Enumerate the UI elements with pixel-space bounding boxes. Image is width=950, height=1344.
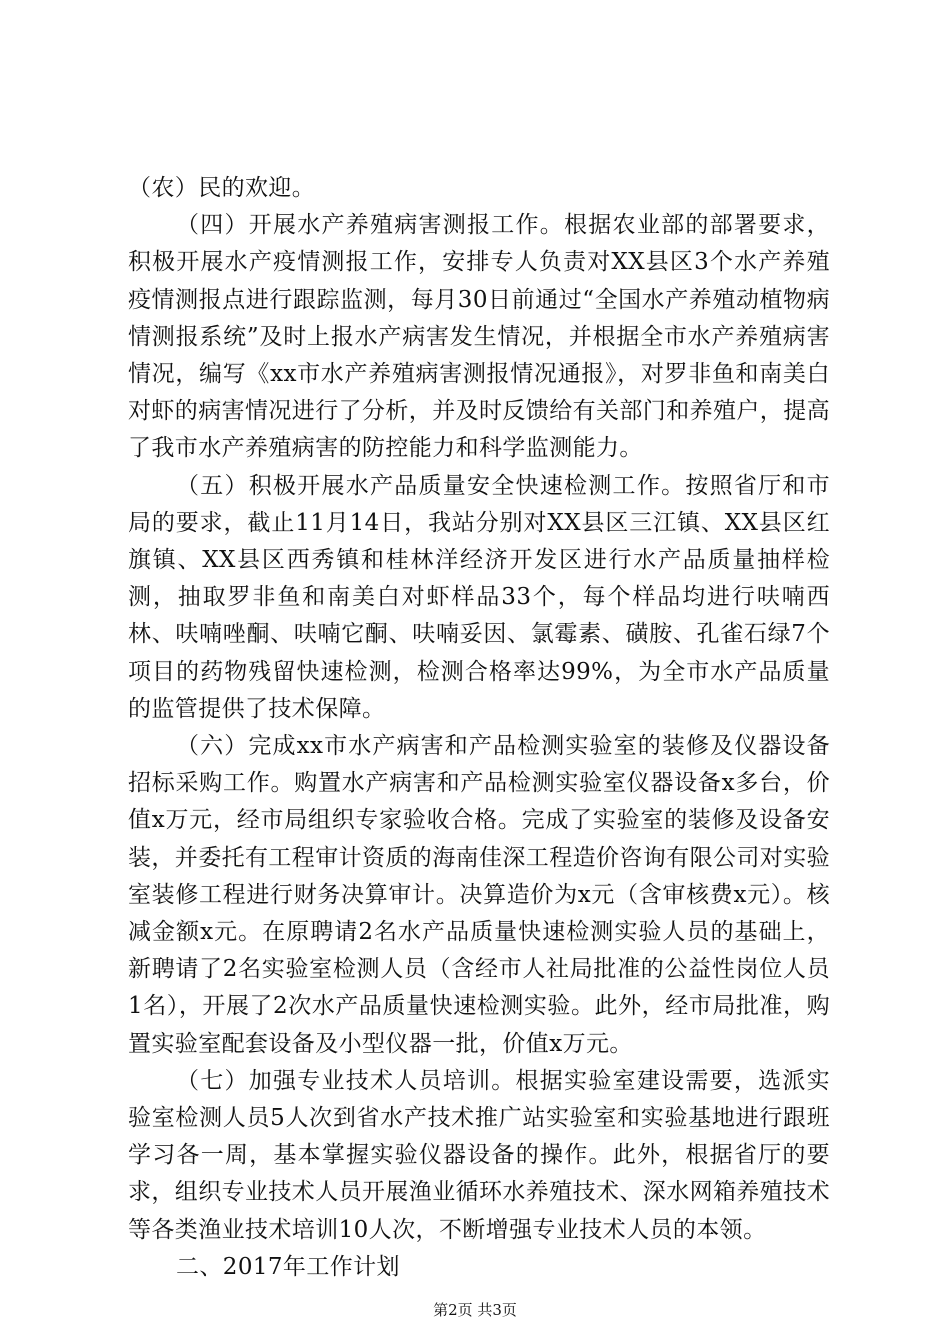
paragraph-staff-training: （七）加强专业技术人员培训。根据实验室建设需要，选派实验室检测人员5人次到省水产技术推广站实验室和实验基地进行跟班学习各一周，基本掌握实验仪器设备的操作。此外，根据省厅的要求，组织专业技术人员开展渔业循环水养殖技术、深水网箱养殖技术等各类渔业技术培训10人次，不断增强专业技术人员的本领。 (128, 1067, 830, 1243)
paragraph-continuation: （农）民的欢迎。 (128, 175, 316, 201)
document-body (128, 170, 830, 1286)
page-footer: 第2页 共3页 (433, 1301, 517, 1319)
section-heading-work-plan: 二、2017年工作计划 (176, 1253, 400, 1280)
paragraph-quality-testing: （五）积极开展水产品质量安全快速检测工作。按照省厅和市局的要求，截止11月14日，我站分别对XX县区三江镇、XX县区红旗镇、XX县区西秀镇和桂林洋经济开发区进行水产品质量抽样检测，抽取罗非鱼和南美白对虾样品33个，每个样品均进行呋喃西林、呋喃唑酮、呋喃它酮、呋喃妥因、氯霉素、磺胺、孔雀石绿7个项目的药物残留快速检测，检测合格率达99%，为全市水产品质量的监管提供了技术保障。 (128, 472, 830, 722)
paragraph-disease-reporting: （四）开展水产养殖病害测报工作。根据农业部的部署要求，积极开展水产疫情测报工作，安排专人负责对XX县区3个水产养殖疫情测报点进行跟踪监测，每月30日前通过“全国水产养殖动植物病情测报系统”及时上报水产病害发生情况，并根据全市水产养殖病害情况，编写《xx市水产养殖病害测报情况通报》，对罗非鱼和南美白对虾的病害情况进行了分析，并及时反馈给有关部门和养殖户，提高了我市水产养殖病害的防控能力和科学监测能力。 (128, 212, 830, 462)
paragraph-laboratory-procurement: （六）完成xx市水产病害和产品检测实验室的装修及仪器设备招标采购工作。购置水产病害和产品检测实验室仪器设备x多台，价值x万元，经市局组织专家验收合格。完成了实验室的装修及设备安装，并委托有工程审计资质的海南佳深工程造价咨询有限公司对实验室装修工程进行财务决算审计。决算造价为x元（含审核费x元）。核减金额x元。在原聘请2名水产品质量快速检测实验人员的基础上，新聘请了2名实验室检测人员（含经市人社局批准的公益性岗位人员1名），开展了2次水产品质量快速检测实验。此外，经市局批准，购置实验室配套设备及小型仪器一批，价值x万元。 (128, 733, 830, 1057)
